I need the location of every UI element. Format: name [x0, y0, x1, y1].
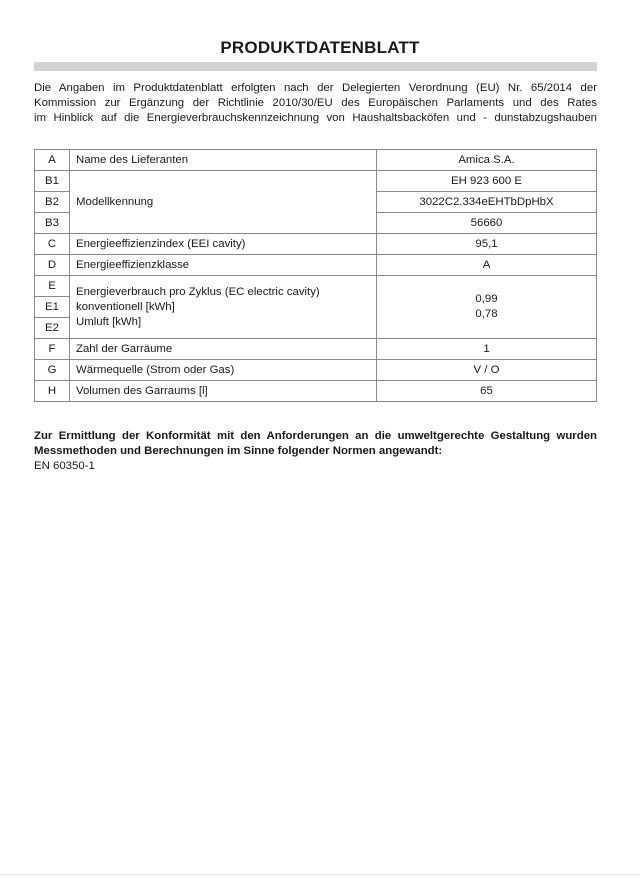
row-code: G	[35, 360, 70, 381]
energy-value-line-2: 0,78	[475, 308, 498, 320]
intro-line-1: Die Angaben im Produktdatenblatt erfolgten nach der Delegierten Verordnung (EU) Nr. 65/2014 der	[34, 82, 597, 94]
document-title: PRODUKTDATENBLATT	[220, 38, 420, 57]
row-label: Wärmequelle (Strom oder Gas)	[70, 360, 377, 381]
row-code: D	[35, 255, 70, 276]
row-code: F	[35, 339, 70, 360]
row-value: A	[377, 255, 597, 276]
row-value: 1	[377, 339, 597, 360]
conformity-statement: Zur Ermittlung der Konformität mit den Anforderungen an die umweltgerechte Gestaltung wurden Messmethoden und Berechnungen im Sinne folgender Normen angewandt:	[34, 430, 597, 457]
row-value: Amica S.A.	[377, 150, 597, 171]
row-value: 3022C2.334eEHTbDpHbX	[377, 192, 597, 213]
energy-value-line-1: 0,99	[475, 293, 498, 305]
row-value: V / O	[377, 360, 597, 381]
row-label: Energieeffizienzindex (EEI cavity)	[70, 234, 377, 255]
row-code: B3	[35, 213, 70, 234]
product-data-table	[34, 149, 597, 402]
energy-label-line-1: Energieverbrauch pro Zyklus (EC electric cavity)	[76, 285, 320, 298]
row-label: Name des Lieferanten	[70, 150, 377, 171]
row-code: E	[35, 276, 70, 297]
row-code: E2	[35, 318, 70, 339]
energy-label-line-2: konventionell [kWh]	[76, 300, 175, 313]
title-underline-bar	[34, 62, 597, 71]
row-label: Zahl der Garräume	[70, 339, 377, 360]
table-row	[35, 255, 597, 276]
row-label-model: Modellkennung	[70, 171, 377, 234]
row-value: 65	[377, 381, 597, 402]
intro-line-3: im Hinblick auf die Energieverbrauchskennzeichnung von Haushaltsbacköfen und - dunstabzugshauben	[34, 112, 597, 124]
page-bottom-divider	[0, 874, 640, 875]
row-label: Energieeffizienzklasse	[70, 255, 377, 276]
row-code: A	[35, 150, 70, 171]
row-value-energy	[377, 276, 597, 339]
table-row	[35, 171, 597, 192]
row-code: C	[35, 234, 70, 255]
row-label-energy	[70, 276, 377, 339]
row-value: 56660	[377, 213, 597, 234]
row-label: Volumen des Garraums [l]	[70, 381, 377, 402]
table-row	[35, 150, 597, 171]
energy-label-line-3: Umluft [kWh]	[76, 315, 142, 328]
table-row	[35, 276, 597, 297]
row-code: B2	[35, 192, 70, 213]
row-value: EH 923 600 E	[377, 171, 597, 192]
table-row	[35, 381, 597, 402]
row-code: B1	[35, 171, 70, 192]
row-code: E1	[35, 297, 70, 318]
row-value: 95,1	[377, 234, 597, 255]
table-row	[35, 360, 597, 381]
intro-paragraph	[34, 81, 597, 126]
table-row	[35, 234, 597, 255]
intro-line-2: Kommission zur Ergänzung der Richtlinie 2010/30/EU des Europäischen Parlaments und des Rates	[34, 97, 597, 109]
row-code: H	[35, 381, 70, 402]
norm-reference: EN 60350-1	[34, 460, 95, 472]
table-row	[35, 339, 597, 360]
